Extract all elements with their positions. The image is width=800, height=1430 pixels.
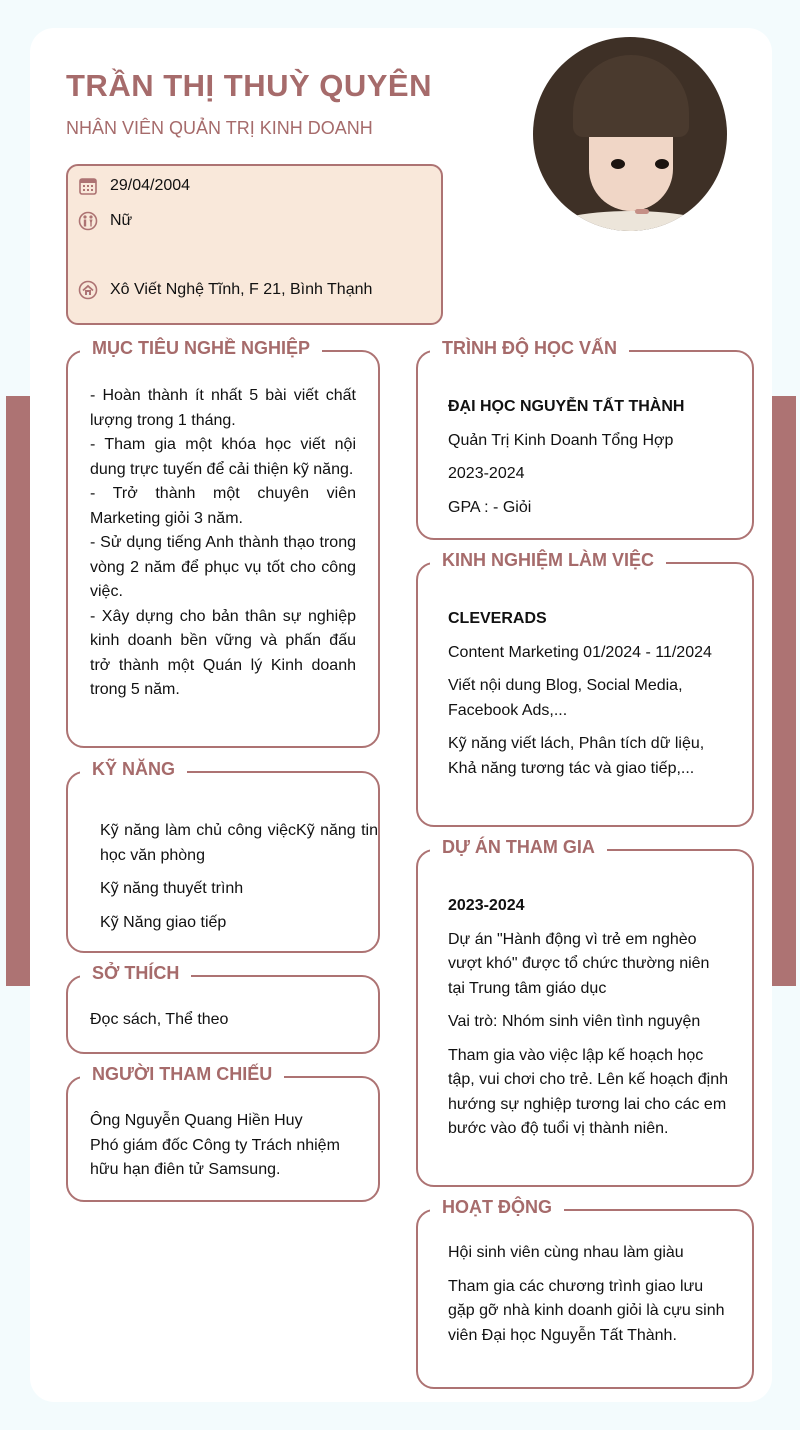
profile-photo <box>533 37 727 231</box>
project-name: Dự án "Hành động vì trẻ em nghèo vượt khó" được tổ chức thường niên tại Trung tâm giáo dục <box>448 930 710 997</box>
calendar-icon <box>78 176 98 196</box>
objective-item: - Xây dựng cho bản thân sự nghiệp kinh doanh bền vững và phấn đấu trở thành một Quán lý Kinh doanh trong 5 năm. <box>90 607 356 698</box>
objective-section <box>66 338 380 748</box>
activity-desc: Tham gia các chương trình giao lưu gặp gỡ nhà kinh doanh giỏi là cựu sinh viên Đại học Nguyễn Tất Thành. <box>448 1277 725 1344</box>
info-address <box>78 280 372 300</box>
candidate-name: TRẦN THỊ THUỲ QUYÊN <box>66 68 432 103</box>
activities-title: HOẠT ĐỘNG <box>430 1197 564 1218</box>
activities-section <box>416 1197 754 1389</box>
experience-role: Content Marketing 01/2024 - 11/2024 <box>448 643 712 661</box>
objective-title: MỤC TIÊU NGHỀ NGHIỆP <box>80 338 322 359</box>
dob-value: 29/04/2004 <box>110 177 191 194</box>
project-desc: Tham gia vào việc lập kế hoạch học tập, vui chơi cho trẻ. Lên kế hoạch định hướng sự nghiệp tương lai cho các em bước vào độ tuổi vị thành niên. <box>448 1046 728 1137</box>
home-icon <box>78 280 98 300</box>
hobbies-text: Đọc sách, Thể theo <box>90 1011 229 1028</box>
skills-section <box>66 759 380 953</box>
edu-period: 2023-2024 <box>448 465 525 482</box>
info-dob <box>78 176 190 196</box>
hobbies-title: SỞ THÍCH <box>80 963 191 984</box>
school-name: ĐẠI HỌC NGUYỄN TẤT THÀNH <box>448 398 685 415</box>
references-title: NGƯỜI THAM CHIẾU <box>80 1064 284 1085</box>
reference-position: Phó giám đốc Công ty Trách nhiệm hữu hạn điên tử Samsung. <box>90 1136 340 1178</box>
company-name: CLEVERADS <box>448 610 547 627</box>
activity-name: Hội sinh viên cùng nhau làm giàu <box>448 1244 684 1261</box>
major: Quản Trị Kinh Doanh Tổng Hợp <box>448 431 674 449</box>
reference-name: Ông Nguyễn Quang Hiền Huy <box>90 1112 303 1129</box>
skill-item: Kỹ năng thuyết trình <box>100 880 244 897</box>
experience-desc: Kỹ năng viết lách, Phân tích dữ liệu, Khả năng tương tác và giao tiếp,... <box>448 735 705 777</box>
education-section <box>416 338 754 540</box>
skill-item: Kỹ năng làm chủ công việcKỹ năng tin học văn phòng <box>100 822 378 864</box>
objective-item: - Hoàn thành ít nhất 5 bài viết chất lượng trong 1 tháng. <box>90 387 356 429</box>
projects-title: DỰ ÁN THAM GIA <box>430 837 607 858</box>
project-period: 2023-2024 <box>448 897 525 914</box>
project-role: Vai trò: Nhóm sinh viên tình nguyện <box>448 1013 701 1030</box>
education-title: TRÌNH ĐỘ HỌC VẤN <box>430 338 629 359</box>
personal-info-box <box>66 164 443 325</box>
references-section <box>66 1064 380 1202</box>
objective-item: - Sử dụng tiếng Anh thành thạo trong vòng 2 năm để phục vụ tốt cho công việc. <box>90 534 356 600</box>
address-value: Xô Viết Nghệ Tĩnh, F 21, Bình Thạnh <box>110 281 373 298</box>
experience-section <box>416 550 754 827</box>
gender-value: Nữ <box>110 212 133 229</box>
info-gender <box>78 211 132 231</box>
decorative-band-left <box>6 396 30 986</box>
hobbies-section <box>66 963 380 1054</box>
experience-desc: Viết nội dung Blog, Social Media, Facebook Ads,... <box>448 677 683 719</box>
gender-icon <box>78 211 98 231</box>
skill-item: Kỹ Năng giao tiếp <box>100 913 227 931</box>
decorative-band-right <box>772 396 796 986</box>
skills-title: KỸ NĂNG <box>80 759 187 780</box>
objective-item: - Trở thành một chuyên viên Marketing giỏi 3 năm. <box>90 485 356 527</box>
gpa: GPA : - Giỏi <box>448 498 532 516</box>
experience-title: KINH NGHIỆM LÀM VIỆC <box>430 550 666 571</box>
objective-item: - Tham gia một khóa học viết nội dung trực tuyến để cải thiện kỹ năng. <box>90 436 356 478</box>
job-title: NHÂN VIÊN QUẢN TRỊ KINH DOANH <box>66 118 373 138</box>
projects-section <box>416 837 754 1187</box>
